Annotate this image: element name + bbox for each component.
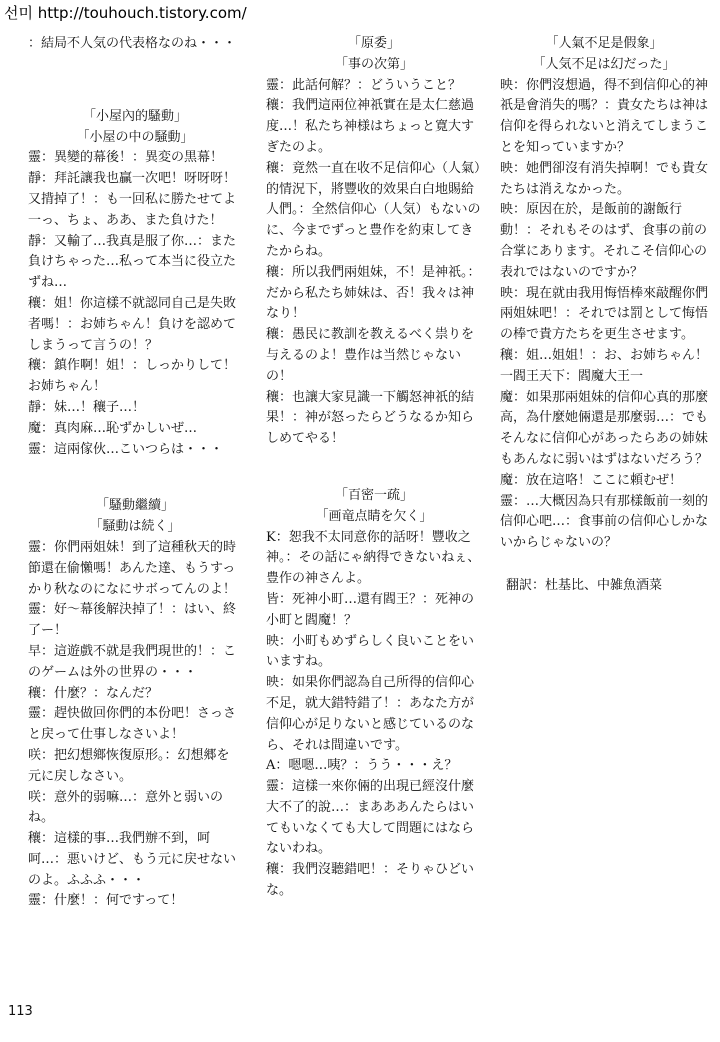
- dialogue-line: 靜：妹…！穰子…！: [28, 399, 146, 415]
- dialogue-line: K：恕我不太同意你的話呀！豐收之神。：その話にゃ納得できないねぇ、豊作の神さんよ。: [266, 529, 481, 587]
- dialogue-line: 靈：異變的幕後！：異変の黒幕！: [28, 150, 224, 166]
- dialogue-line: 靈：此話何解？：どういうこと？: [266, 77, 462, 93]
- column-1: [28, 34, 242, 912]
- dialogue-line: 咲：把幻想鄉恢復原形。：幻想郷を元に戻しなさい。: [28, 747, 230, 784]
- dialogue-line: 映：小町もめずらしく良いことをいいますね。: [266, 633, 475, 670]
- dialogue-line: 穰：姐！你這樣不就認同自己是失敗者嗎！：お姉ちゃん！負けを認めてしまうって言うの！？: [28, 295, 237, 353]
- dialogue-line: 映：原因在於，是飯前的謝飯行動！：それもそのはず、食事の前の合掌にあります。それこそ信仰心の表れではないのですか？: [500, 202, 707, 280]
- column-2: [266, 34, 482, 902]
- dialogue-line: 早：這遊戲不就是我們現世的！：このゲームは外の世界の・・・: [28, 643, 237, 680]
- dialogue-line: 靈：你們兩姐妹！到了這種秋天的時節還在偷懶嗎！あんた達、もうすっかり秋なのになにサボってんのよ！: [28, 539, 237, 597]
- section-title-zh: 「騷動繼續」: [95, 498, 174, 514]
- dialogue-line: 靜：又輸了…我真是服了你…：また負けちゃった…私って本当に役立たずね…: [28, 233, 237, 291]
- dialogue-line: 穰：我們這兩位神祇實在是太仁慈過度…！私たち神様はちょっと寛大すぎたのよ。: [266, 98, 475, 155]
- section-title-jp: 「事の次第」: [334, 56, 413, 72]
- dialogue-line: 穰：也讓大家見識一下觸怒神祇的結果！：神が怒ったらどうなるか知らしめてやる！: [266, 389, 475, 447]
- dialogue-line: 映：你們沒想過，得不到信仰心的神祇是會消失的嗎？：貴女たちは神は信仰を得られないと消えてしまうことを知っていますか？: [500, 77, 709, 155]
- section-title-zh: 「人氣不足是假象」: [545, 36, 663, 51]
- dialogue-line: 映：如果你們認為自己所得的信仰心不足，就大錯特錯了！：あなた方が信仰心が足りないと感じているのなら、それは間違いです。: [266, 675, 475, 753]
- dialogue-line: 一閻王天下：閻魔大王一: [500, 368, 644, 384]
- dialogue-line: 魔：放在這咯！ここに頼むぜ！: [500, 472, 683, 488]
- dialogue-line: 魔：真肉麻…恥ずかしいぜ…: [28, 420, 198, 436]
- dialogue-line: 靜：拜託讓我也贏一次吧！呀呀呀！又揹掉了！：も一回私に勝たせてよ一っ、ちょ、ああ、また負けた！: [28, 171, 237, 228]
- dialogue-line: 穰：這樣的事…我們辦不到，呵呵…：悪いけど、もう元に戻せないのよ。ふふふ・・・: [28, 831, 237, 888]
- section-title-jp: 「画竜点睛を欠く」: [315, 508, 433, 524]
- dialogue-line: 穰：姐…姐姐！：お、お姉ちゃん！: [500, 347, 709, 363]
- dialogue-line: 穰：鎮作啊！姐！：しっかりして！お姉ちゃん！: [28, 358, 237, 395]
- section-title-jp: 「人気不足は幻だった」: [532, 56, 676, 72]
- dialogue-line: 穰：我們沒聽錯吧！：そりゃひどいな。: [266, 862, 475, 899]
- dialogue-line: 靈：趕快做回你們的本份吧！さっさと戻って仕事しなさいよ！: [28, 706, 237, 743]
- section-title-zh: 「小屋內的騷動」: [82, 108, 187, 124]
- dialogue-line: 靈：什麼！：何ですって！: [28, 893, 184, 909]
- dialogue-line: 皆：死神小町…還有閻王？：死神の小町と閻魔！？: [266, 591, 475, 628]
- dialogue-line: 魔：如果那兩姐妹的信仰心真的那麼高，為什麼她倆還是那麼弱…：でもそんなに信仰心があったらあの姉妹もあんなに弱いはずはないだろう？: [500, 389, 709, 467]
- section-title-jp: 「小屋の中の騒動」: [76, 129, 194, 145]
- dialogue-line: 穰：竟然一直在收不足信仰心（人氣）的情況下，將豐收的效果白白地賜給人們。：全然信仰心（人気）もないのに、今までずっと豊作を約束してきたからね。: [266, 160, 481, 259]
- section-title-jp: 「騒動は続く」: [89, 519, 181, 535]
- dialogue-line: 映：現在就由我用悔悟棒來敲醒你們兩姐妹吧！：それでは罰として悔悟の棒で貴方たちを更生させます。: [500, 285, 709, 343]
- page-number: 113: [8, 1004, 33, 1019]
- dialogue-line: 穰：愚民に教訓を教えるべく祟りを与えるのよ！豊作は当然じゃないの！: [266, 327, 475, 384]
- section-title-zh: 「百密一疏」: [334, 487, 413, 503]
- intro-line: ：結局不人気の代表格なのね・・・: [28, 36, 237, 51]
- dialogue-line: 靈：這兩傢伙…こいつらは・・・: [28, 441, 224, 457]
- dialogue-line: 映：她們卻沒有消失掉啊！でも貴女たちは消えなかった。: [500, 160, 709, 197]
- dialogue-line: A：嗯嗯…咦？：うう・・・え？: [266, 758, 458, 774]
- dialogue-line: 靈：…大概因為只有那樣飯前一刻的信仰心吧…：食事前の信仰心しかないからじゃないの？: [500, 493, 709, 551]
- watermark: 선미 http://touhouch.tistory.com/: [4, 4, 247, 22]
- dialogue-line: 靈：這樣一來你倆的出現已經沒什麼大不了的說…：まあああんたらはいてもいなくても大して問題にはならないわね。: [266, 779, 475, 857]
- translation-credit: 翻訳：杜基比、中雑魚酒菜: [506, 577, 663, 593]
- section-title-zh: 「原委」: [347, 36, 400, 51]
- dialogue-line: 穰：所以我們兩姐妹，不！是神祇。：だから私たち姉妹は、否！我々は神なり！: [266, 264, 481, 322]
- dialogue-line: 咲：意外的弱嘛…：意外と弱いのね。: [28, 789, 224, 826]
- dialogue-line: 穰：什麼？：なんだ？: [28, 685, 159, 701]
- dialogue-line: 靈：好～幕後解決掉了！：はい、終了ー！: [28, 602, 237, 639]
- column-3: [500, 34, 708, 597]
